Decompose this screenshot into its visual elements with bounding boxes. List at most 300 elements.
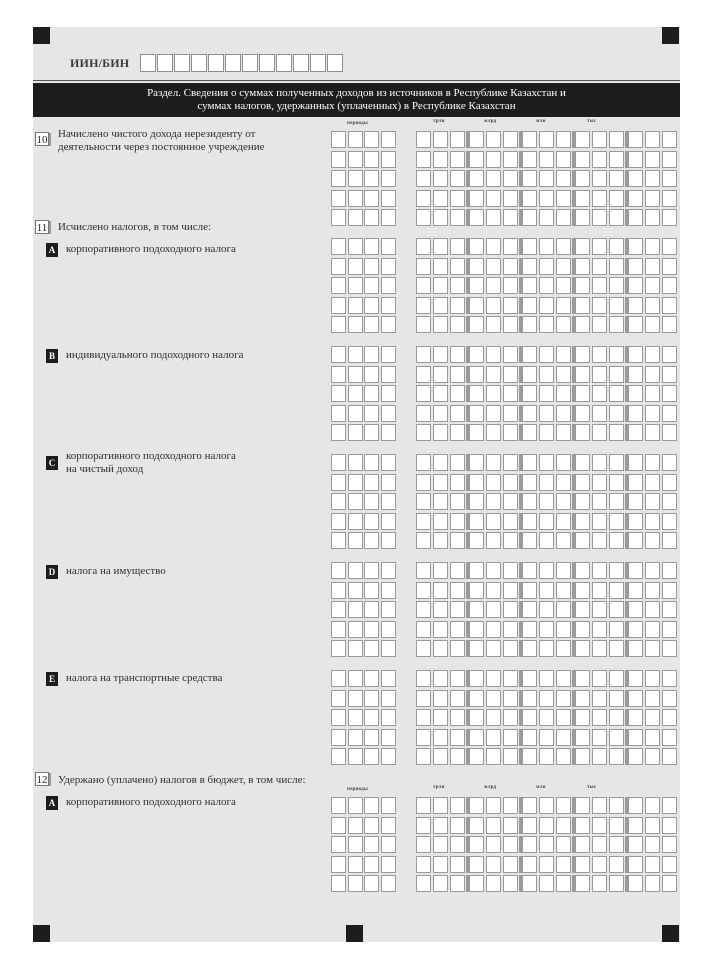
amount-digit-cell[interactable]: [503, 513, 518, 530]
amount-digit-cell[interactable]: [539, 532, 554, 549]
period-cell[interactable]: [381, 709, 396, 726]
period-cell[interactable]: [331, 170, 346, 187]
amount-digit-cell[interactable]: [575, 209, 590, 226]
amount-digit-cell[interactable]: [503, 690, 518, 707]
amount-digit-cell[interactable]: [592, 836, 607, 853]
amount-digit-cell[interactable]: [662, 454, 677, 471]
iin-digit-box[interactable]: [191, 54, 207, 72]
amount-digit-cell[interactable]: [433, 277, 448, 294]
period-cell[interactable]: [331, 190, 346, 207]
amount-digit-cell[interactable]: [609, 170, 624, 187]
iin-digit-box[interactable]: [174, 54, 190, 72]
amount-digit-cell[interactable]: [645, 670, 660, 687]
amount-digit-cell[interactable]: [628, 151, 643, 168]
period-cell[interactable]: [364, 385, 379, 402]
amount-digit-cell[interactable]: [433, 729, 448, 746]
amount-digit-cell[interactable]: [450, 797, 465, 814]
amount-digit-cell[interactable]: [416, 836, 431, 853]
amount-digit-cell[interactable]: [628, 238, 643, 255]
amount-digit-cell[interactable]: [503, 297, 518, 314]
amount-digit-cell[interactable]: [416, 405, 431, 422]
amount-digit-cell[interactable]: [575, 297, 590, 314]
amount-digit-cell[interactable]: [556, 493, 571, 510]
amount-digit-cell[interactable]: [556, 258, 571, 275]
amount-digit-cell[interactable]: [628, 640, 643, 657]
amount-digit-cell[interactable]: [628, 493, 643, 510]
amount-digit-cell[interactable]: [486, 856, 501, 873]
amount-digit-cell[interactable]: [503, 238, 518, 255]
period-cell[interactable]: [348, 258, 363, 275]
amount-digit-cell[interactable]: [628, 385, 643, 402]
amount-digit-cell[interactable]: [450, 316, 465, 333]
amount-digit-cell[interactable]: [469, 690, 484, 707]
amount-digit-cell[interactable]: [469, 131, 484, 148]
amount-digit-cell[interactable]: [575, 316, 590, 333]
period-cell[interactable]: [364, 366, 379, 383]
amount-digit-cell[interactable]: [486, 562, 501, 579]
amount-digit-cell[interactable]: [539, 640, 554, 657]
amount-digit-cell[interactable]: [433, 297, 448, 314]
period-cell[interactable]: [364, 297, 379, 314]
amount-digit-cell[interactable]: [645, 316, 660, 333]
period-cell[interactable]: [348, 316, 363, 333]
amount-digit-cell[interactable]: [645, 875, 660, 892]
period-cell[interactable]: [364, 836, 379, 853]
amount-digit-cell[interactable]: [433, 582, 448, 599]
amount-digit-cell[interactable]: [628, 297, 643, 314]
amount-digit-cell[interactable]: [486, 238, 501, 255]
amount-digit-cell[interactable]: [539, 875, 554, 892]
amount-digit-cell[interactable]: [539, 209, 554, 226]
amount-digit-cell[interactable]: [539, 601, 554, 618]
amount-digit-cell[interactable]: [486, 474, 501, 491]
period-cell[interactable]: [331, 856, 346, 873]
amount-digit-cell[interactable]: [609, 748, 624, 765]
amount-digit-cell[interactable]: [628, 875, 643, 892]
amount-digit-cell[interactable]: [503, 385, 518, 402]
amount-digit-cell[interactable]: [662, 582, 677, 599]
period-cell[interactable]: [331, 424, 346, 441]
amount-digit-cell[interactable]: [575, 875, 590, 892]
iin-digit-box[interactable]: [157, 54, 173, 72]
period-cell[interactable]: [381, 797, 396, 814]
amount-digit-cell[interactable]: [592, 190, 607, 207]
amount-digit-cell[interactable]: [556, 513, 571, 530]
period-cell[interactable]: [381, 640, 396, 657]
amount-digit-cell[interactable]: [539, 277, 554, 294]
amount-digit-cell[interactable]: [592, 424, 607, 441]
period-cell[interactable]: [348, 277, 363, 294]
amount-digit-cell[interactable]: [433, 385, 448, 402]
amount-digit-cell[interactable]: [469, 493, 484, 510]
amount-digit-cell[interactable]: [522, 709, 537, 726]
amount-digit-cell[interactable]: [416, 532, 431, 549]
amount-digit-cell[interactable]: [592, 640, 607, 657]
amount-digit-cell[interactable]: [662, 424, 677, 441]
amount-digit-cell[interactable]: [628, 856, 643, 873]
amount-digit-cell[interactable]: [592, 297, 607, 314]
period-cell[interactable]: [381, 366, 396, 383]
amount-digit-cell[interactable]: [556, 856, 571, 873]
period-cell[interactable]: [348, 131, 363, 148]
amount-digit-cell[interactable]: [575, 151, 590, 168]
amount-digit-cell[interactable]: [433, 346, 448, 363]
period-cell[interactable]: [348, 748, 363, 765]
amount-digit-cell[interactable]: [645, 277, 660, 294]
period-cell[interactable]: [364, 190, 379, 207]
amount-digit-cell[interactable]: [450, 582, 465, 599]
amount-digit-cell[interactable]: [609, 640, 624, 657]
period-cell[interactable]: [364, 454, 379, 471]
period-cell[interactable]: [381, 190, 396, 207]
period-cell[interactable]: [331, 729, 346, 746]
amount-digit-cell[interactable]: [469, 454, 484, 471]
amount-digit-cell[interactable]: [450, 297, 465, 314]
amount-digit-cell[interactable]: [662, 170, 677, 187]
amount-digit-cell[interactable]: [592, 258, 607, 275]
period-cell[interactable]: [364, 151, 379, 168]
amount-digit-cell[interactable]: [486, 729, 501, 746]
amount-digit-cell[interactable]: [503, 277, 518, 294]
amount-digit-cell[interactable]: [450, 405, 465, 422]
period-cell[interactable]: [331, 582, 346, 599]
amount-digit-cell[interactable]: [556, 532, 571, 549]
period-cell[interactable]: [381, 277, 396, 294]
amount-digit-cell[interactable]: [539, 582, 554, 599]
amount-digit-cell[interactable]: [433, 601, 448, 618]
amount-digit-cell[interactable]: [575, 621, 590, 638]
amount-digit-cell[interactable]: [450, 493, 465, 510]
period-cell[interactable]: [364, 346, 379, 363]
amount-digit-cell[interactable]: [575, 836, 590, 853]
period-cell[interactable]: [381, 454, 396, 471]
amount-digit-cell[interactable]: [539, 729, 554, 746]
amount-digit-cell[interactable]: [416, 621, 431, 638]
amount-digit-cell[interactable]: [433, 670, 448, 687]
amount-digit-cell[interactable]: [609, 366, 624, 383]
period-cell[interactable]: [364, 513, 379, 530]
amount-digit-cell[interactable]: [469, 405, 484, 422]
amount-digit-cell[interactable]: [556, 729, 571, 746]
amount-digit-cell[interactable]: [575, 748, 590, 765]
amount-digit-cell[interactable]: [433, 190, 448, 207]
amount-digit-cell[interactable]: [539, 258, 554, 275]
amount-digit-cell[interactable]: [486, 875, 501, 892]
amount-digit-cell[interactable]: [539, 474, 554, 491]
amount-digit-cell[interactable]: [450, 474, 465, 491]
amount-digit-cell[interactable]: [539, 493, 554, 510]
amount-digit-cell[interactable]: [433, 405, 448, 422]
period-cell[interactable]: [331, 474, 346, 491]
period-cell[interactable]: [381, 258, 396, 275]
amount-digit-cell[interactable]: [556, 405, 571, 422]
amount-digit-cell[interactable]: [469, 670, 484, 687]
amount-digit-cell[interactable]: [628, 209, 643, 226]
amount-digit-cell[interactable]: [609, 797, 624, 814]
amount-digit-cell[interactable]: [556, 238, 571, 255]
amount-digit-cell[interactable]: [609, 405, 624, 422]
period-cell[interactable]: [348, 238, 363, 255]
period-cell[interactable]: [348, 817, 363, 834]
amount-digit-cell[interactable]: [450, 238, 465, 255]
amount-digit-cell[interactable]: [469, 190, 484, 207]
amount-digit-cell[interactable]: [486, 258, 501, 275]
amount-digit-cell[interactable]: [522, 817, 537, 834]
amount-digit-cell[interactable]: [575, 346, 590, 363]
amount-digit-cell[interactable]: [539, 797, 554, 814]
period-cell[interactable]: [348, 621, 363, 638]
amount-digit-cell[interactable]: [433, 513, 448, 530]
period-cell[interactable]: [364, 582, 379, 599]
amount-digit-cell[interactable]: [503, 621, 518, 638]
amount-digit-cell[interactable]: [645, 170, 660, 187]
amount-digit-cell[interactable]: [486, 640, 501, 657]
amount-digit-cell[interactable]: [416, 856, 431, 873]
amount-digit-cell[interactable]: [609, 856, 624, 873]
amount-digit-cell[interactable]: [416, 474, 431, 491]
iin-digit-box[interactable]: [276, 54, 292, 72]
amount-digit-cell[interactable]: [433, 532, 448, 549]
period-cell[interactable]: [381, 346, 396, 363]
amount-digit-cell[interactable]: [486, 424, 501, 441]
amount-digit-cell[interactable]: [645, 131, 660, 148]
amount-digit-cell[interactable]: [522, 729, 537, 746]
period-cell[interactable]: [348, 474, 363, 491]
amount-digit-cell[interactable]: [592, 709, 607, 726]
period-cell[interactable]: [348, 690, 363, 707]
amount-digit-cell[interactable]: [662, 297, 677, 314]
amount-digit-cell[interactable]: [592, 513, 607, 530]
amount-digit-cell[interactable]: [450, 131, 465, 148]
amount-digit-cell[interactable]: [539, 856, 554, 873]
period-cell[interactable]: [381, 405, 396, 422]
amount-digit-cell[interactable]: [662, 151, 677, 168]
amount-digit-cell[interactable]: [433, 875, 448, 892]
amount-digit-cell[interactable]: [522, 875, 537, 892]
amount-digit-cell[interactable]: [416, 385, 431, 402]
amount-digit-cell[interactable]: [645, 817, 660, 834]
period-cell[interactable]: [331, 277, 346, 294]
amount-digit-cell[interactable]: [645, 366, 660, 383]
amount-digit-cell[interactable]: [609, 582, 624, 599]
amount-digit-cell[interactable]: [645, 258, 660, 275]
amount-digit-cell[interactable]: [628, 258, 643, 275]
amount-digit-cell[interactable]: [556, 670, 571, 687]
amount-digit-cell[interactable]: [416, 748, 431, 765]
amount-digit-cell[interactable]: [433, 640, 448, 657]
amount-digit-cell[interactable]: [592, 690, 607, 707]
iin-digit-box[interactable]: [242, 54, 258, 72]
amount-digit-cell[interactable]: [662, 474, 677, 491]
amount-digit-cell[interactable]: [609, 151, 624, 168]
amount-digit-cell[interactable]: [609, 690, 624, 707]
period-cell[interactable]: [364, 532, 379, 549]
amount-digit-cell[interactable]: [592, 151, 607, 168]
amount-digit-cell[interactable]: [522, 297, 537, 314]
amount-digit-cell[interactable]: [556, 748, 571, 765]
amount-digit-cell[interactable]: [609, 621, 624, 638]
amount-digit-cell[interactable]: [662, 131, 677, 148]
amount-digit-cell[interactable]: [450, 640, 465, 657]
period-cell[interactable]: [381, 493, 396, 510]
amount-digit-cell[interactable]: [416, 562, 431, 579]
period-cell[interactable]: [381, 601, 396, 618]
amount-digit-cell[interactable]: [592, 532, 607, 549]
amount-digit-cell[interactable]: [592, 405, 607, 422]
amount-digit-cell[interactable]: [416, 346, 431, 363]
amount-digit-cell[interactable]: [486, 131, 501, 148]
period-cell[interactable]: [381, 297, 396, 314]
amount-digit-cell[interactable]: [522, 532, 537, 549]
amount-digit-cell[interactable]: [469, 316, 484, 333]
amount-digit-cell[interactable]: [503, 817, 518, 834]
period-cell[interactable]: [348, 856, 363, 873]
period-cell[interactable]: [331, 875, 346, 892]
amount-digit-cell[interactable]: [539, 366, 554, 383]
amount-digit-cell[interactable]: [609, 709, 624, 726]
period-cell[interactable]: [331, 493, 346, 510]
amount-digit-cell[interactable]: [469, 836, 484, 853]
amount-digit-cell[interactable]: [416, 190, 431, 207]
amount-digit-cell[interactable]: [433, 621, 448, 638]
period-cell[interactable]: [381, 513, 396, 530]
amount-digit-cell[interactable]: [628, 748, 643, 765]
amount-digit-cell[interactable]: [450, 190, 465, 207]
period-cell[interactable]: [331, 690, 346, 707]
amount-digit-cell[interactable]: [486, 190, 501, 207]
amount-digit-cell[interactable]: [556, 346, 571, 363]
amount-digit-cell[interactable]: [503, 151, 518, 168]
amount-digit-cell[interactable]: [628, 346, 643, 363]
amount-digit-cell[interactable]: [662, 190, 677, 207]
period-cell[interactable]: [381, 856, 396, 873]
iin-digit-box[interactable]: [310, 54, 326, 72]
amount-digit-cell[interactable]: [450, 817, 465, 834]
amount-digit-cell[interactable]: [556, 640, 571, 657]
amount-digit-cell[interactable]: [522, 346, 537, 363]
amount-digit-cell[interactable]: [628, 709, 643, 726]
amount-digit-cell[interactable]: [486, 670, 501, 687]
amount-digit-cell[interactable]: [469, 277, 484, 294]
period-cell[interactable]: [381, 385, 396, 402]
amount-digit-cell[interactable]: [503, 258, 518, 275]
period-cell[interactable]: [364, 640, 379, 657]
amount-digit-cell[interactable]: [433, 817, 448, 834]
amount-digit-cell[interactable]: [609, 424, 624, 441]
amount-digit-cell[interactable]: [556, 562, 571, 579]
period-cell[interactable]: [381, 170, 396, 187]
period-cell[interactable]: [331, 151, 346, 168]
amount-digit-cell[interactable]: [433, 151, 448, 168]
amount-digit-cell[interactable]: [662, 640, 677, 657]
period-cell[interactable]: [331, 640, 346, 657]
amount-digit-cell[interactable]: [503, 405, 518, 422]
amount-digit-cell[interactable]: [556, 601, 571, 618]
amount-digit-cell[interactable]: [575, 513, 590, 530]
amount-digit-cell[interactable]: [592, 562, 607, 579]
amount-digit-cell[interactable]: [522, 190, 537, 207]
amount-digit-cell[interactable]: [450, 709, 465, 726]
amount-digit-cell[interactable]: [662, 562, 677, 579]
amount-digit-cell[interactable]: [522, 454, 537, 471]
period-cell[interactable]: [364, 405, 379, 422]
period-cell[interactable]: [331, 513, 346, 530]
period-cell[interactable]: [348, 797, 363, 814]
amount-digit-cell[interactable]: [556, 709, 571, 726]
iin-digit-box[interactable]: [225, 54, 241, 72]
amount-digit-cell[interactable]: [592, 277, 607, 294]
period-cell[interactable]: [381, 131, 396, 148]
amount-digit-cell[interactable]: [575, 493, 590, 510]
amount-digit-cell[interactable]: [539, 454, 554, 471]
amount-digit-cell[interactable]: [609, 277, 624, 294]
amount-digit-cell[interactable]: [469, 258, 484, 275]
amount-digit-cell[interactable]: [662, 729, 677, 746]
amount-digit-cell[interactable]: [450, 729, 465, 746]
amount-digit-cell[interactable]: [645, 640, 660, 657]
amount-digit-cell[interactable]: [556, 151, 571, 168]
amount-digit-cell[interactable]: [416, 297, 431, 314]
amount-digit-cell[interactable]: [628, 454, 643, 471]
amount-digit-cell[interactable]: [503, 170, 518, 187]
amount-digit-cell[interactable]: [628, 817, 643, 834]
amount-digit-cell[interactable]: [503, 729, 518, 746]
amount-digit-cell[interactable]: [503, 346, 518, 363]
amount-digit-cell[interactable]: [503, 797, 518, 814]
amount-digit-cell[interactable]: [486, 709, 501, 726]
period-cell[interactable]: [331, 238, 346, 255]
amount-digit-cell[interactable]: [662, 209, 677, 226]
period-cell[interactable]: [331, 621, 346, 638]
period-cell[interactable]: [381, 474, 396, 491]
amount-digit-cell[interactable]: [592, 729, 607, 746]
amount-digit-cell[interactable]: [450, 562, 465, 579]
amount-digit-cell[interactable]: [522, 277, 537, 294]
amount-digit-cell[interactable]: [628, 277, 643, 294]
amount-digit-cell[interactable]: [486, 366, 501, 383]
amount-digit-cell[interactable]: [416, 797, 431, 814]
amount-digit-cell[interactable]: [450, 170, 465, 187]
amount-digit-cell[interactable]: [522, 238, 537, 255]
amount-digit-cell[interactable]: [628, 474, 643, 491]
amount-digit-cell[interactable]: [539, 170, 554, 187]
amount-digit-cell[interactable]: [416, 131, 431, 148]
amount-digit-cell[interactable]: [503, 474, 518, 491]
amount-digit-cell[interactable]: [575, 797, 590, 814]
amount-digit-cell[interactable]: [645, 190, 660, 207]
amount-digit-cell[interactable]: [416, 582, 431, 599]
period-cell[interactable]: [381, 621, 396, 638]
amount-digit-cell[interactable]: [556, 209, 571, 226]
amount-digit-cell[interactable]: [503, 582, 518, 599]
amount-digit-cell[interactable]: [556, 170, 571, 187]
amount-digit-cell[interactable]: [416, 709, 431, 726]
period-cell[interactable]: [381, 582, 396, 599]
amount-digit-cell[interactable]: [450, 690, 465, 707]
amount-digit-cell[interactable]: [575, 729, 590, 746]
amount-digit-cell[interactable]: [628, 670, 643, 687]
amount-digit-cell[interactable]: [469, 562, 484, 579]
amount-digit-cell[interactable]: [522, 258, 537, 275]
amount-digit-cell[interactable]: [486, 405, 501, 422]
period-cell[interactable]: [348, 670, 363, 687]
period-cell[interactable]: [331, 258, 346, 275]
amount-digit-cell[interactable]: [450, 836, 465, 853]
amount-digit-cell[interactable]: [450, 366, 465, 383]
amount-digit-cell[interactable]: [662, 277, 677, 294]
amount-digit-cell[interactable]: [592, 856, 607, 873]
period-cell[interactable]: [381, 875, 396, 892]
